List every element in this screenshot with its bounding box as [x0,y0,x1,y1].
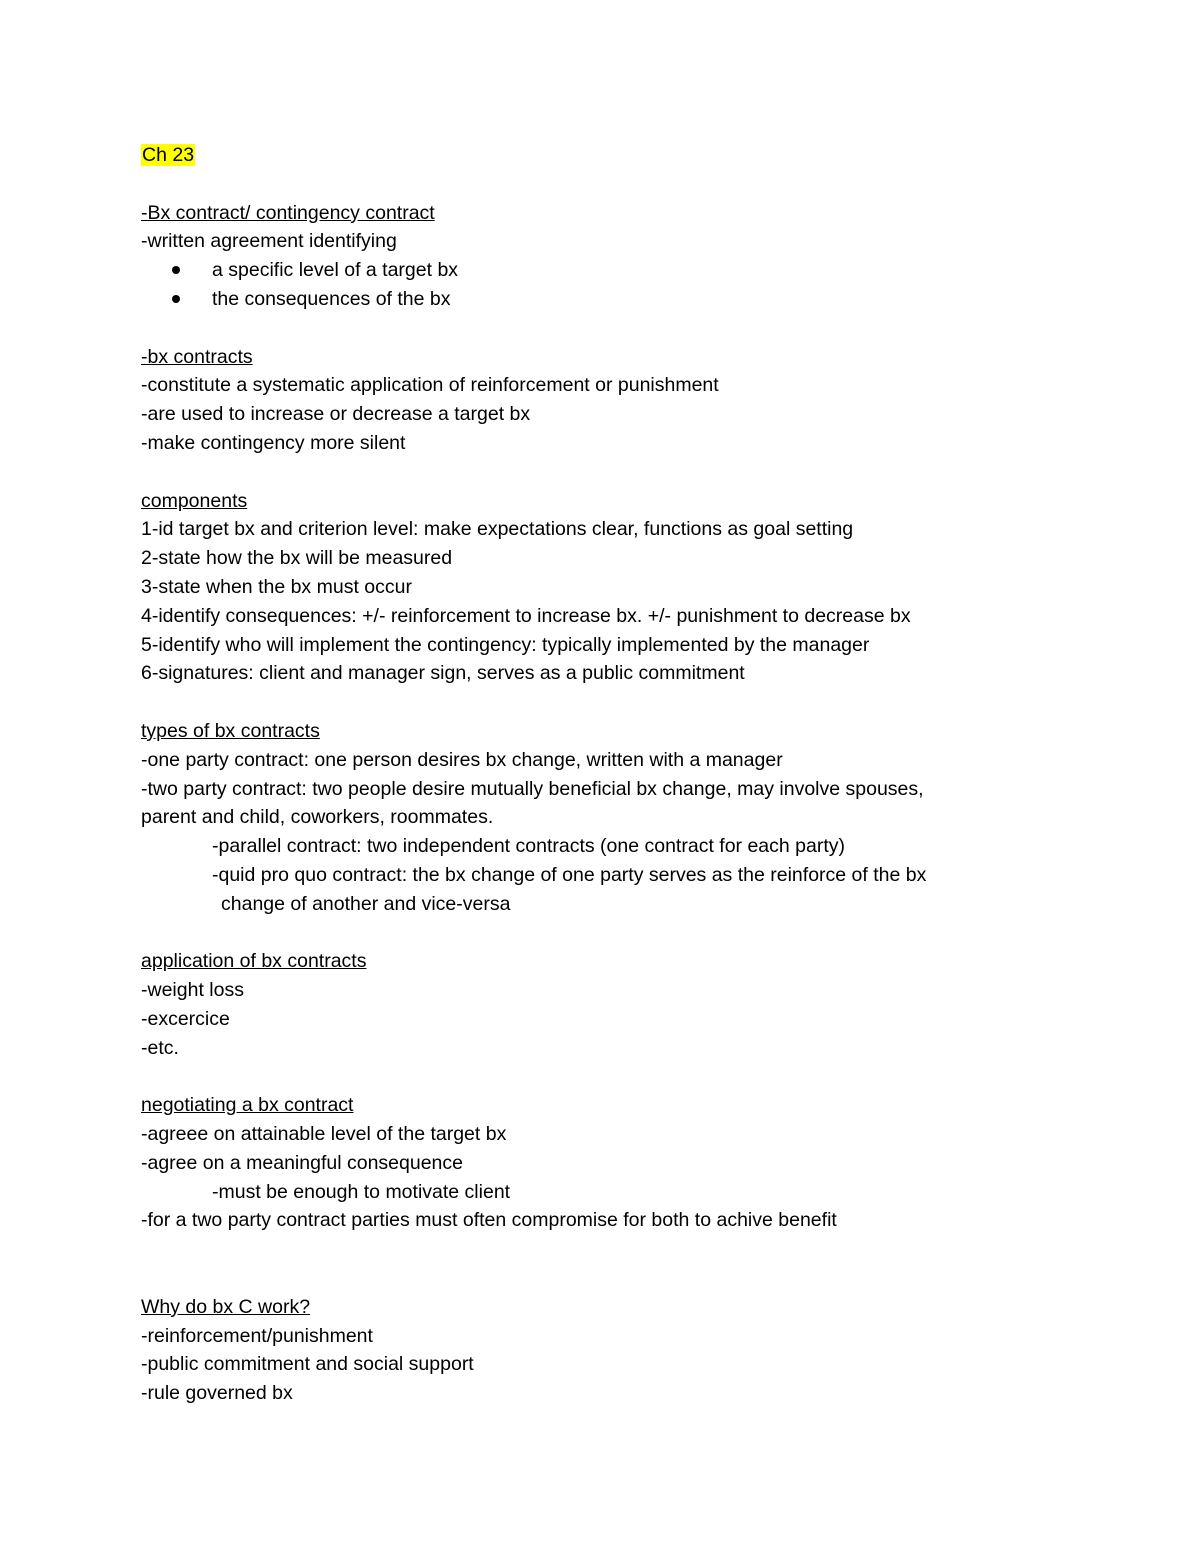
spacer [141,919,1041,948]
text-line: -two party contract: two people desire mutually beneficial bx change, may involve spouses, [141,777,924,800]
text-line: -make contingency more silent [141,431,406,454]
section-heading-line [141,717,1041,746]
spacer [141,314,1041,343]
section-heading-line [141,1293,1041,1322]
text-line: 1-id target bx and criterion level: make expectations clear, functions as goal setting [141,518,854,541]
section-heading: components [141,489,248,512]
text-line: -written agreement identifying [141,230,397,253]
text-line: parent and child, coworkers, roommates. [141,806,494,829]
bullet-text: the consequences of the bx [212,287,451,310]
section-heading: Why do bx C work? [141,1295,311,1318]
text-line: 5-identify who will implement the contingency: typically implemented by the manager [141,633,870,656]
sub-text-line: -quid pro quo contract: the bx change of one party serves as the reinforce of the bx [212,863,927,886]
bullet-item [141,285,1041,314]
text-line: -one party contract: one person desires bx change, written with a manager [141,748,783,771]
text-line: -etc. [141,1036,179,1059]
spacer [141,1063,1041,1092]
text-line: 4-identify consequences: +/- reinforcement to increase bx. +/- punishment to decrease bx [141,604,911,627]
spacer [141,1235,1041,1293]
section-heading: application of bx contracts [141,950,367,973]
text-line: -rule governed bx [141,1382,293,1405]
spacer [141,688,1041,717]
text-line: 6-signatures: client and manager sign, serves as a public commitment [141,662,745,685]
sub-text-line: -parallel contract: two independent contracts (one contract for each party) [212,835,845,858]
section-heading-line [141,1091,1041,1120]
bullet-item [141,256,1041,285]
sub-text-line: -must be enough to motivate client [212,1180,511,1203]
title-line [141,141,1041,170]
section-heading: -bx contracts [141,345,253,368]
text-line: -public commitment and social support [141,1353,474,1376]
text-line: -weight loss [141,979,244,1002]
document-page [141,141,1041,1408]
bullet-icon [172,266,180,274]
text-line: 2-state how the bx will be measured [141,547,453,570]
spacer [141,458,1041,487]
section-heading-line [141,199,1041,228]
text-line: -for a two party contract parties must often compromise for both to achive benefit [141,1209,837,1232]
text-line: -are used to increase or decrease a target bx [141,403,531,426]
section-heading: types of bx contracts [141,719,320,742]
chapter-title: Ch 23 [142,144,195,166]
text-line: -reinforcement/punishment [141,1324,373,1347]
section-heading: -Bx contract/ contingency contract [141,201,435,224]
section-heading-line [141,343,1041,372]
text-line: -agreee on attainable level of the target bx [141,1123,507,1146]
bullet-text: a specific level of a target bx [212,259,459,282]
text-line: -constitute a systematic application of reinforcement or punishment [141,374,719,397]
bullet-icon [172,295,180,303]
section-heading: negotiating a bx contract [141,1094,354,1117]
text-line: -agree on a meaningful consequence [141,1151,463,1174]
text-line: -excercice [141,1007,230,1030]
section-heading-line [141,487,1041,516]
text-line: 3-state when the bx must occur [141,575,412,598]
spacer [141,170,1041,199]
section-heading-line [141,947,1041,976]
continuation-line: change of another and vice-versa [221,892,511,915]
